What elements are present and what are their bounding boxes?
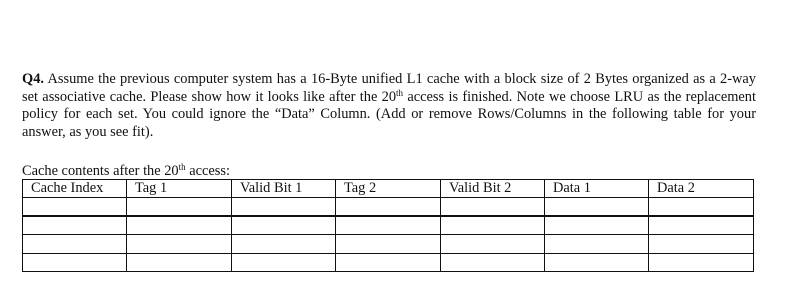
table-cell[interactable] [441,235,545,254]
table-cell[interactable] [336,198,441,217]
header-tag-2: Tag 2 [336,180,441,198]
table-cell[interactable] [545,254,649,273]
table-cell[interactable] [336,235,441,254]
question-label: Q4. [22,71,44,87]
table-cell[interactable] [127,235,232,254]
table-cell[interactable] [232,217,336,236]
header-valid-bit-2: Valid Bit 2 [441,180,545,198]
table-cell[interactable] [336,217,441,236]
table-cell[interactable] [23,217,127,236]
table-cell[interactable] [441,254,545,273]
table-cell[interactable] [232,198,336,217]
table-cell[interactable] [127,198,232,217]
header-data-2: Data 2 [649,180,754,198]
header-data-1: Data 1 [545,180,649,198]
table-row [23,254,754,273]
header-valid-bit-1: Valid Bit 1 [232,180,336,198]
question-text-after: access is finished. Note we choose LRU as the replacement policy for each set. You could ignore the “Data” Column. (Add or remove Rows/Columns in the following table for your answer, as you see fit). [22,88,756,140]
table-cell[interactable] [23,198,127,217]
caption-after: access: [185,163,231,179]
header-tag-1: Tag 1 [127,180,232,198]
question-text [22,71,756,141]
cache-contents-table [22,179,754,272]
table-cell[interactable] [127,217,232,236]
header-cache-index: Cache Index [23,180,127,198]
caption-superscript: th [178,162,186,172]
table-header-row [23,180,754,198]
question-superscript: th [396,87,404,98]
question-text-before: Assume the previous computer system has a 16-Byte unified L1 cache with a block size of 2 Bytes organized as a 2-way set associative cache. Please show how it looks like after the 20 [22,71,756,105]
table-cell[interactable] [545,198,649,217]
table-cell[interactable] [23,235,127,254]
table-cell[interactable] [127,254,232,273]
table-cell[interactable] [441,217,545,236]
caption-before: Cache contents after the 20 [22,163,179,179]
table-row [23,235,754,254]
table-cell[interactable] [649,198,754,217]
table-cell[interactable] [23,254,127,273]
table-caption [22,163,230,180]
table-row [23,217,754,236]
table-cell[interactable] [336,254,441,273]
table-cell[interactable] [232,254,336,273]
table-cell[interactable] [232,235,336,254]
table-row [23,198,754,217]
table-cell[interactable] [545,217,649,236]
table-cell[interactable] [441,198,545,217]
table-cell[interactable] [649,235,754,254]
table-cell[interactable] [649,254,754,273]
table-cell[interactable] [649,217,754,236]
table-cell[interactable] [545,235,649,254]
